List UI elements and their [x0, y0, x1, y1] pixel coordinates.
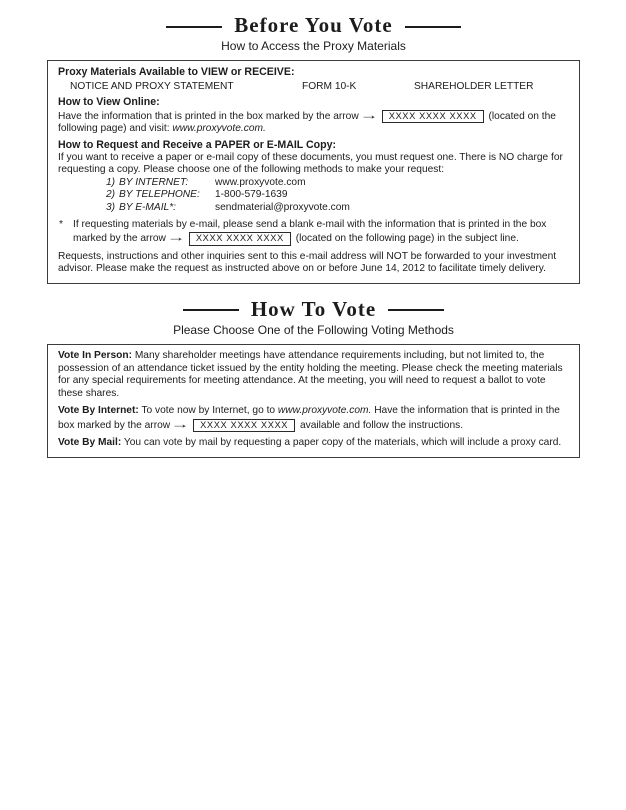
- material-shareholder-letter: SHAREHOLDER LETTER: [414, 80, 534, 92]
- request-body-paragraph: If you want to receive a paper or e-mail copy of these documents, you must request one. There is NO charge for requesting a copy. Please choose one of the following methods to make your request:: [58, 151, 563, 176]
- method-number: 3): [106, 201, 116, 213]
- vote-subtitle: Please Choose One of the Following Voting Methods: [173, 322, 454, 337]
- materials-heading: Proxy Materials Available to VIEW or RECEIVE:: [58, 66, 295, 78]
- vote-by-mail-paragraph: [58, 437, 569, 450]
- method-row-internet: [106, 177, 569, 190]
- material-notice-proxy-statement: NOTICE AND PROXY STATEMENT: [70, 80, 234, 92]
- arrow-right-icon: →: [166, 230, 186, 245]
- proxyvote-url: www.proxyvote.com.: [277, 405, 372, 417]
- view-online-text: Have the information that is printed in the box marked by the arrow: [58, 110, 359, 122]
- control-number-box: XXXX XXXX XXXX: [193, 419, 295, 433]
- method-label-telephone: BY TELEPHONE:: [119, 189, 200, 201]
- title-rule-left: [183, 309, 239, 311]
- method-label-internet: BY INTERNET:: [119, 176, 189, 188]
- method-row-telephone: [106, 189, 569, 202]
- request-methods-list: [58, 177, 569, 215]
- vote-by-mail-label: Vote By Mail:: [58, 437, 122, 449]
- view-online-text-2: (located on the following page) and visit:: [58, 110, 556, 135]
- method-row-email: [106, 202, 569, 215]
- requests-closing-paragraph: Requests, instructions and other inquiries sent to this e-mail address will NOT be forwarded to your investment advisor. Please make the request as instructed above on or before June 14, 2012 to facilitate timely delivery.: [58, 250, 557, 275]
- footnote-text: If requesting materials by e-mail, please send a blank e-mail with the information that is printed in the box marked by the arrow: [73, 218, 547, 245]
- before-you-vote-header: [47, 13, 580, 53]
- method-value-internet: www.proxyvote.com: [215, 176, 306, 188]
- arrow-right-icon: →: [170, 416, 190, 431]
- vote-in-person-text: Many shareholder meetings have attendance requirements including, but not limited to, the possession of an attendance ticket issued by the entity holding the meeting. Please check the meeting materials for any special requirements for meeting attendance. At the meeting, you will need to request a ballot to vote these shares.: [58, 349, 563, 399]
- method-value-email: sendmaterial@proxyvote.com: [215, 201, 350, 213]
- vote-by-mail-text: You can vote by mail by requesting a paper copy of the materials, which will include a proxy card.: [123, 437, 562, 449]
- vote-by-internet-paragraph: [58, 405, 569, 432]
- method-number: 2): [106, 189, 116, 201]
- footnote-text-2: (located on the following page) in the subject line.: [295, 233, 519, 245]
- control-number-box: XXXX XXXX XXXX: [189, 232, 291, 246]
- proxyvote-url: www.proxyvote.com.: [172, 123, 266, 135]
- method-number: 1): [106, 176, 116, 188]
- before-you-vote-title: Before You Vote: [234, 13, 393, 37]
- method-value-telephone: 1-800-579-1639: [215, 189, 288, 201]
- title-row-access: [47, 13, 580, 38]
- arrow-right-icon: →: [359, 107, 378, 122]
- vote-in-person-label: Vote In Person:: [58, 349, 132, 361]
- request-heading: How to Request and Receive a PAPER or E-MAIL Copy:: [58, 138, 337, 151]
- voting-methods-box: [47, 344, 580, 458]
- title-rule-right: [388, 309, 444, 311]
- vote-by-internet-text-1: To vote now by Internet, go to: [141, 405, 276, 417]
- proxy-materials-box: [47, 60, 580, 284]
- title-row-vote: [47, 297, 580, 322]
- vote-by-internet-text-2: Have the information that is printed in the box marked by the arrow: [58, 405, 560, 431]
- vote-in-person-paragraph: [58, 350, 569, 400]
- how-to-vote-title: How To Vote: [250, 296, 377, 321]
- view-online-heading: How to View Online:: [58, 96, 160, 109]
- method-label-email: BY E-MAIL*:: [119, 201, 176, 213]
- title-rule-right: [405, 26, 461, 28]
- asterisk-marker: *: [59, 218, 63, 230]
- how-to-vote-header: [47, 297, 580, 337]
- material-form-10k: FORM 10-K: [302, 80, 357, 92]
- email-footnote-paragraph: [58, 219, 569, 246]
- materials-list: [70, 81, 569, 94]
- control-number-box: XXXX XXXX XXXX: [382, 110, 484, 124]
- vote-by-internet-text-3: available and follow the instructions.: [299, 419, 464, 431]
- title-rule-left: [166, 26, 222, 28]
- view-online-paragraph: [58, 109, 569, 136]
- vote-by-internet-label: Vote By Internet:: [58, 405, 139, 417]
- access-subtitle: How to Access the Proxy Materials: [221, 39, 406, 53]
